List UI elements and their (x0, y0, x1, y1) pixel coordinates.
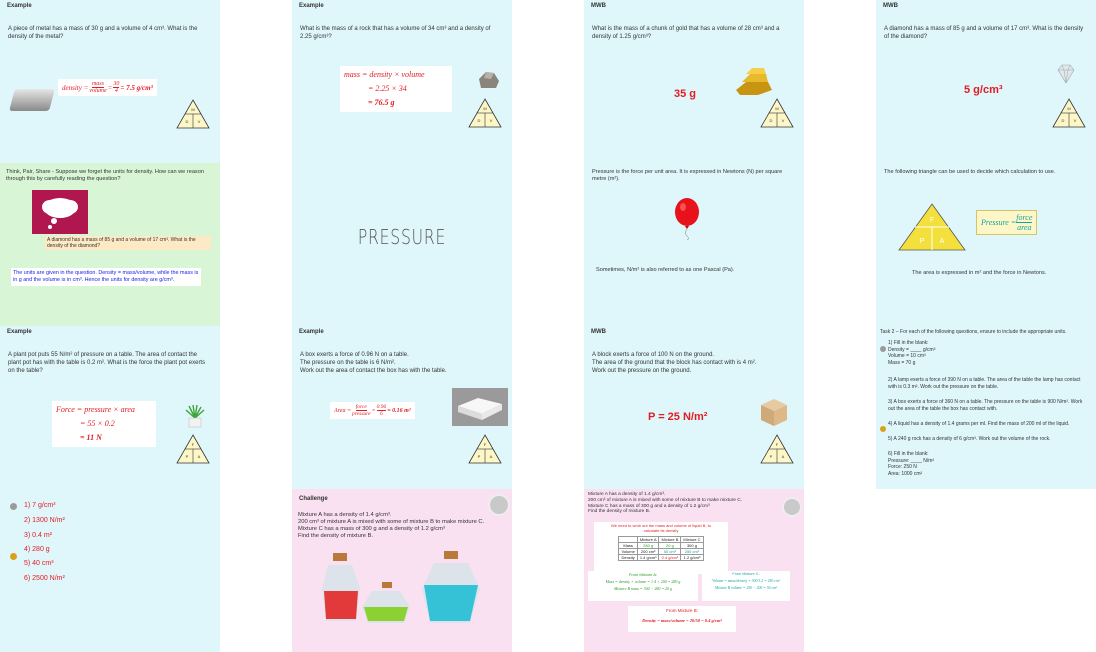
pressure-triangle-icon (176, 434, 210, 464)
challenge-text: Mixture A has a density of 1.4 g/cm³. 200 cm³ of mixture A is mixed with some of mixture B to make mixture C. Mixture C has a mass of 300 g and a density of 1.2 g/cm³ Find the density of mixture B. (588, 492, 743, 515)
svg-text:V: V (1073, 118, 1077, 123)
svg-text:A: A (781, 454, 785, 459)
mixture-table: Mixture A Mixture B Mixture C Mass 280 g 20 g 300 g Volume 200 cm³ 50 cm³ 250 cm³ Density 1.4 g/cm³ 0.4 g/cm³ 1.2 g/cm³ (618, 536, 703, 561)
question-text: A diamond has a mass of 85 g and a volume of 17 cm³. What is the density of the diamond? (884, 26, 1084, 40)
svg-text:F: F (775, 442, 779, 447)
slide-8[interactable] (876, 163, 1096, 326)
slide-7[interactable] (584, 163, 804, 326)
slide-header: Example (299, 3, 324, 9)
task-item-3: 3) A box exerts a force of 360 N on a table. The pressure on the table is 900 N/m². Work out the area of the table the box has contact with. (888, 399, 1083, 412)
density-triangle-icon (760, 98, 794, 128)
question-text: What is the mass of a chunk of gold that has a volume of 28 cm³ and a density of 1.25 g/cm³? (592, 26, 780, 40)
slide-2[interactable] (292, 0, 512, 163)
slide-10[interactable] (292, 326, 512, 489)
answer-text: P = 25 N/m² (648, 411, 708, 423)
answer-3: 3) 0.4 m² (24, 532, 53, 539)
density-triangle-icon (176, 99, 210, 129)
pressure-triangle-icon (468, 434, 502, 464)
task-item-5: 5) A 240 g rock has a density of 6 g/cm³. Work out the volume of the rock. (888, 436, 1051, 442)
balloon-image (674, 198, 700, 240)
metal-bar-image (9, 89, 55, 111)
mixture-b-box: From Mixture B: Density = mass/volume = 20/50 = 0.4 g/cm³ (628, 606, 736, 632)
slide-14[interactable] (292, 489, 512, 652)
plant-pot-image (184, 404, 206, 428)
svg-text:M: M (483, 106, 487, 111)
silver-medal-icon (10, 503, 17, 510)
thought-bubble-image (32, 190, 88, 234)
worked-solution-box (594, 522, 728, 574)
pressure-triangle-icon (760, 434, 794, 464)
answer-text: 5 g/cm³ (964, 84, 1003, 96)
answer-text: 35 g (674, 88, 697, 100)
callout-question: A diamond has a mass of 85 g and a volume of 17 cm³. What is the density of the diamond? (45, 236, 211, 250)
slide-header: MWB (591, 3, 606, 9)
density-triangle-icon (468, 98, 502, 128)
pressure-triangle-icon (898, 203, 966, 251)
svg-text:P: P (185, 454, 189, 459)
answer-4: 4) 280 g (24, 546, 50, 553)
triangle-intro: The following triangle can be used to decide which calculation to use. (884, 169, 1056, 175)
mixture-a-box: From Mixture A: Mass = density × volume = 1.4 × 200 = 280 g Mixture B mass = 300 − 280 = 20 g (588, 571, 698, 601)
triangle-top-label: M (191, 107, 195, 112)
challenge-title: Challenge (299, 496, 328, 502)
task-item-1: 1) Fill in the blank: Density = ____ g/cm³ Volume = 10 cm³ Mass = 70 g (888, 340, 936, 366)
gold-medal-icon (10, 553, 17, 560)
potion-bottles-image (320, 549, 492, 627)
svg-text:F: F (929, 217, 935, 224)
slide-12[interactable] (876, 326, 1096, 489)
question-text: A plant pot puts 55 N/m² of pressure on a table. The area of contact the plant pot has with the table is 0.2 m². What is the force the plant pot exerts on the table? (8, 352, 206, 374)
mass-equation: mass = density × volume = 2.25 × 34 = 76.5 g (340, 66, 452, 112)
rock-image (478, 70, 500, 90)
slide-15[interactable] (584, 489, 804, 652)
slide-11[interactable] (584, 326, 804, 489)
medal-icon (880, 426, 886, 432)
task-item-6: 6) Fill in the blank: Pressure: ____ N/m² Force: 250 N Area: 1000 cm² (888, 451, 935, 477)
density-triangle-icon (1052, 98, 1086, 128)
question-text: A box exerts a force of 0.96 N on a table. The pressure on the table is 6 N/m². Work out the area of contact the box has with the table. (300, 352, 447, 374)
svg-text:F: F (191, 442, 195, 447)
area-equation: Area = force pressure = $\frac{0.96}{6}$ = 0.16 m² (330, 402, 415, 419)
question-text: A block exerts a force of 100 N on the ground. The area of the ground that the block has contact with is 4 m². Work out the pressure on the ground. (592, 352, 757, 374)
svg-text:D: D (769, 118, 773, 123)
svg-text:D: D (1061, 118, 1065, 123)
slide-header: MWB (883, 3, 898, 9)
answer-2: 2) 1300 N/m² (24, 517, 65, 524)
mixture-c-box: From Mixture C: Volume = mass/density = 300/1.2 = 250 cm³ Mixture B volume = 250 − 200 = 50 cm³ (702, 571, 790, 601)
slide-header: Example (7, 3, 32, 9)
question-text: What is the mass of a rock that has a volume of 34 cm³ and a density of 2.25 g/cm³? (300, 26, 491, 40)
density-equation: density = mass volume = $\frac{30}{4}$ = 7.5 g/cm³ (58, 79, 157, 96)
slide-3[interactable] (584, 0, 804, 163)
challenge-badge-icon (782, 497, 802, 517)
triangle-right-label: V (197, 119, 201, 124)
slide-1[interactable] (0, 0, 220, 163)
white-box-image (452, 388, 508, 426)
slide-9[interactable] (0, 326, 220, 489)
slide-header: MWB (591, 329, 606, 335)
force-equation: Force = pressure × area = 55 × 0.2 = 11 N (52, 401, 156, 447)
svg-text:F: F (483, 442, 487, 447)
challenge-text: Mixture A has a density of 1.4 g/cm³. 200 cm³ of mixture A is mixed with some of mixture B to make mixture C. Mixture C has a mass of 300 g and a density of 1.2 g/cm³ Find the density of mixture B. (298, 512, 485, 539)
solution-note: We need to work out the mass and volume of liquid B, to calculate its density (611, 523, 711, 533)
answer-5: 5) 40 cm³ (24, 560, 54, 567)
think-pair-share-title: Think, Pair, Share - Suppose we forget the units for density. How can we reason through this by carefully reading the question? (6, 169, 204, 182)
units-note: The area is expressed in m² and the force in Newtons. (912, 270, 1047, 276)
svg-text:P: P (477, 454, 481, 459)
svg-text:P: P (919, 238, 925, 245)
pascal-note: Sometimes, N/m² is also referred to as one Pascal (Pa). (596, 267, 735, 273)
svg-text:M: M (775, 106, 779, 111)
task-item-4: 4) A liquid has a density of 1.4 grams per ml. Find the mass of 200 ml of the liquid. (888, 421, 1070, 427)
slide-5[interactable] (0, 163, 220, 326)
slide-4[interactable] (876, 0, 1096, 163)
svg-text:A: A (939, 238, 945, 245)
slide-13[interactable] (0, 489, 220, 652)
wooden-block-image (758, 396, 790, 428)
answer-1: 1) 7 g/cm³ (24, 502, 56, 509)
question-text: A piece of metal has a mass of 30 g and a volume of 4 cm³. What is the density of the metal? (8, 26, 198, 40)
svg-text:A: A (197, 454, 201, 459)
slide-6[interactable] (292, 163, 512, 326)
task-title: Task 2 – For each of the following questions, ensure to include the appropriate units. (880, 329, 1067, 335)
diamond-image (1054, 62, 1078, 86)
svg-text:P: P (769, 454, 773, 459)
svg-text:A: A (489, 454, 493, 459)
svg-text:M: M (1067, 106, 1071, 111)
task-item-2: 2) A lamp exerts a force of 390 N on a table. The area of the table the lamp has contact with is 0.3 m². Work out the pressure on the table. (888, 377, 1081, 390)
slide-header: Example (7, 329, 32, 335)
svg-text:V: V (489, 118, 493, 123)
gold-bars-image (734, 64, 774, 96)
pressure-intro: Pressure is the force per unit area. It is expressed in Newtons (N) per square metre (m²). (592, 169, 783, 182)
svg-text:D: D (477, 118, 481, 123)
slide-header: Example (299, 329, 324, 335)
answer-explanation: The units are given in the question. Density = mass/volume, while the mass is in g and the volume is in cm³. Hence the units for density are g/cm³. (11, 268, 201, 286)
pressure-title: PRESSURE (357, 225, 447, 249)
svg-text:V: V (781, 118, 785, 123)
medal-icon (880, 346, 886, 352)
pressure-formula: Pressure = force area (976, 210, 1037, 235)
triangle-left-label: D (185, 119, 189, 124)
answer-6: 6) 2500 N/m² (24, 575, 65, 582)
